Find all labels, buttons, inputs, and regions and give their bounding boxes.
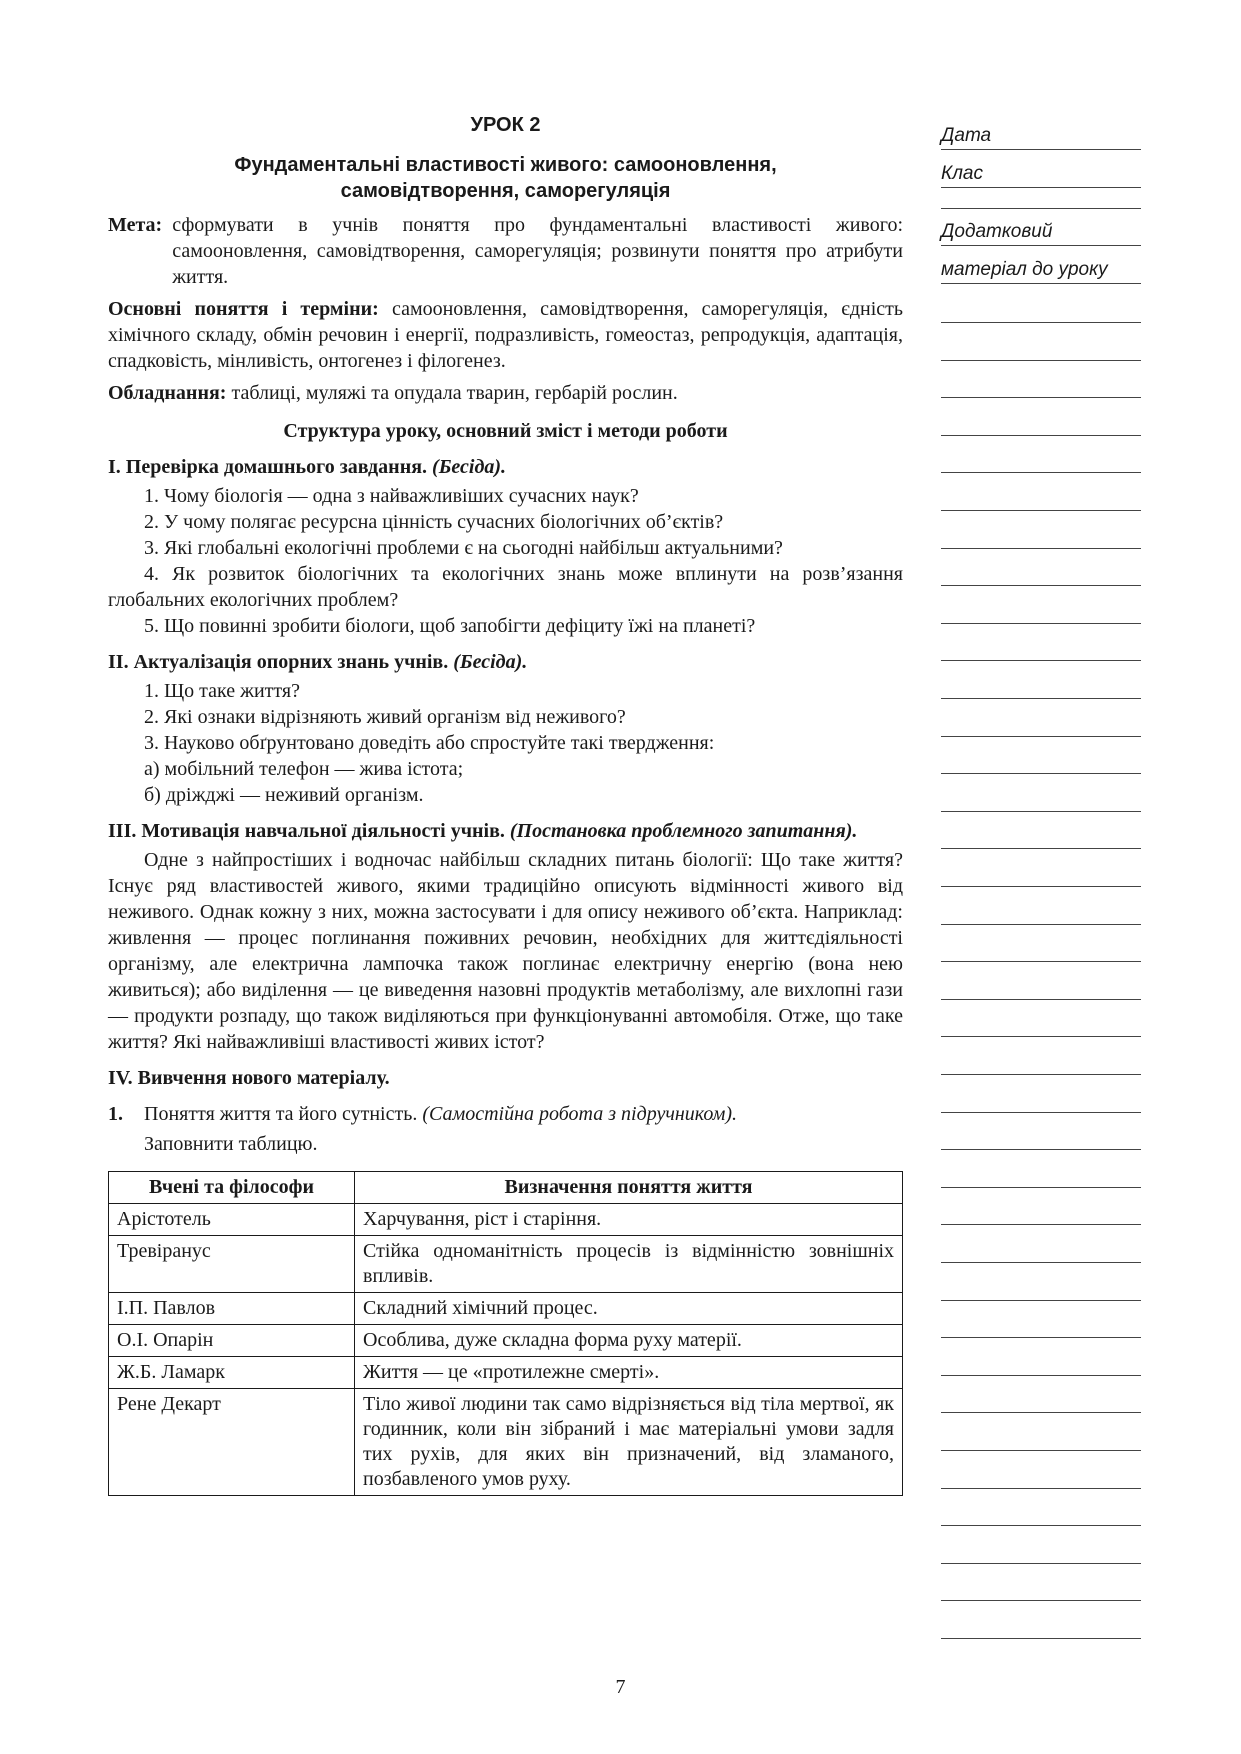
- goal-block: [108, 212, 903, 290]
- task-1-body: [144, 1101, 737, 1127]
- goal-text: сформувати в учнів поняття про фундаментальні властивості живого: самооновлення, самовідтворення, саморегуляція; розвинути поняття про атрибути життя.: [172, 214, 903, 288]
- section-2-item: 1. Що таке життя?: [144, 680, 300, 702]
- lesson-content: [108, 112, 903, 1496]
- note-line[interactable]: [941, 1488, 1141, 1489]
- table-cell-scientist: Ж.Б. Ламарк: [109, 1357, 355, 1389]
- table-row: [109, 1293, 903, 1325]
- section-2-title: ІІ. Актуалізація опорних знань учнів.: [108, 651, 449, 673]
- note-line[interactable]: [941, 548, 1141, 549]
- table-cell-definition: Життя — це «протилежне смерті».: [355, 1357, 903, 1389]
- note-line[interactable]: [941, 736, 1141, 737]
- lesson-subtitle: [108, 152, 903, 204]
- note-line[interactable]: [941, 999, 1141, 1000]
- table-cell-scientist: Арістотель: [109, 1204, 355, 1236]
- date-field[interactable]: [941, 112, 1141, 150]
- note-line[interactable]: [941, 1412, 1141, 1413]
- note-line[interactable]: [941, 1262, 1141, 1263]
- note-line[interactable]: [941, 924, 1141, 925]
- note-line[interactable]: [941, 322, 1141, 323]
- note-line[interactable]: [941, 1036, 1141, 1037]
- table-cell-definition: Особлива, дуже складна форма руху матерії.: [355, 1325, 903, 1357]
- concepts-text: самооновлення, самовідтворення, саморегуляція, єдність хімічного складу, обмін речовин і енергії, подразливість, гомеостаз, репродукція, адаптація, спадковість, мінливість, онтогенез і філогенез.: [108, 298, 903, 372]
- definitions-table-wrap: [108, 1171, 903, 1496]
- concepts-block: [108, 296, 903, 374]
- note-line[interactable]: [941, 1187, 1141, 1188]
- note-line[interactable]: [941, 1074, 1141, 1075]
- note-line[interactable]: [941, 585, 1141, 586]
- extra-material-field-2: [941, 246, 1141, 284]
- section-3-text: Одне з найпростіших і водночас найбільш складних питань біології: Що таке життя? Існує ряд властивостей живого, якими традиційно описують відмінності живого від неживого. Однак кожну з них, можна застосувати і для опису неживого об’єкта. Наприклад: живлення — процес поглинання поживних речовин, необхідних для життєдіяльності організму, але електрична лампочка також поглинає електричну енергію (вона нею живиться); або виділення — це виведення назовні продуктів метаболізму, але вихлопні гази — продукти розпаду, що також виділяються при функціонуванні автомобіля. Отже, що таке життя? Які найважливіші властивості живих істот?: [108, 849, 903, 1053]
- note-line[interactable]: [941, 1112, 1141, 1113]
- note-line[interactable]: [941, 472, 1141, 473]
- table-row: [109, 1236, 903, 1293]
- note-line[interactable]: [941, 397, 1141, 398]
- section-2-method: (Бесіда).: [453, 651, 528, 673]
- section-2-heading: [108, 649, 903, 675]
- lesson-subtitle-line-1: Фундаментальні властивості живого: самооновлення,: [234, 154, 777, 176]
- note-line[interactable]: [941, 1337, 1141, 1338]
- page-number: 7: [615, 1676, 626, 1698]
- equipment-label: Обладнання:: [108, 382, 227, 404]
- definitions-table: [108, 1171, 903, 1496]
- goal-label: Мета:: [108, 214, 163, 236]
- note-line[interactable]: [941, 811, 1141, 812]
- extra-material-label-2: матеріал до уроку: [941, 259, 1108, 280]
- note-line[interactable]: [941, 1149, 1141, 1150]
- table-row: [109, 1389, 903, 1496]
- task-1-method: (Самостійна робота з підручником).: [422, 1103, 738, 1125]
- note-line[interactable]: [941, 961, 1141, 962]
- section-2-item: а) мобільний телефон — жива істота;: [144, 758, 464, 780]
- section-2-item: б) дріжджі — неживий організм.: [144, 784, 424, 806]
- note-line[interactable]: [941, 886, 1141, 887]
- task-1-text: Поняття життя та його сутність.: [144, 1103, 418, 1125]
- table-row: [109, 1357, 903, 1389]
- structure-heading: Структура уроку, основний зміст і методи роботи: [283, 420, 728, 442]
- note-line[interactable]: [941, 1563, 1141, 1564]
- table-row: [109, 1325, 903, 1357]
- task-1: [108, 1101, 903, 1127]
- equipment-text: таблиці, муляжі та опудала тварин, гербарій рослин.: [231, 382, 678, 404]
- section-1-heading: [108, 454, 903, 480]
- note-line[interactable]: [941, 1638, 1141, 1639]
- table-row: [109, 1204, 903, 1236]
- note-line[interactable]: [941, 848, 1141, 849]
- table-cell-scientist: Тревіранус: [109, 1236, 355, 1293]
- date-label: Дата: [941, 125, 992, 146]
- task-1-instruction: Заповнити таблицю.: [144, 1133, 318, 1155]
- table-cell-scientist: О.І. Опарін: [109, 1325, 355, 1357]
- section-3-title: ІІІ. Мотивація навчальної діяльності учнів.: [108, 820, 505, 842]
- extra-material-label-1: Додатковий: [941, 221, 1053, 242]
- note-line[interactable]: [941, 1224, 1141, 1225]
- extra-material-field-1: [941, 208, 1141, 246]
- table-cell-scientist: Рене Декарт: [109, 1389, 355, 1496]
- table-header-row: [109, 1172, 903, 1204]
- section-4-title: IV. Вивчення нового матеріалу.: [108, 1067, 390, 1089]
- section-1-item: 5. Що повинні зробити біологи, щоб запобігти дефіциту їжі на планеті?: [144, 615, 756, 637]
- section-1-item: 2. У чому полягає ресурсна цінність сучасних біологічних об’єктів?: [144, 511, 724, 533]
- note-line[interactable]: [941, 660, 1141, 661]
- section-1-item: 1. Чому біологія — одна з найважливіших сучасних наук?: [144, 485, 639, 507]
- section-1-item: 4. Як розвиток біологічних та екологічних знань може вплинути на розв’язання глобальних екологічних проблем?: [108, 563, 903, 611]
- table-cell-scientist: І.П. Павлов: [109, 1293, 355, 1325]
- lesson-subtitle-line-2: самовідтворення, саморегуляція: [340, 180, 671, 202]
- class-label: Клас: [941, 163, 983, 184]
- table-cell-definition: Харчування, ріст і старіння.: [355, 1204, 903, 1236]
- section-1-method: (Бесіда).: [432, 456, 507, 478]
- concepts-label: Основні поняття і терміни:: [108, 298, 379, 320]
- note-line[interactable]: [941, 510, 1141, 511]
- note-line[interactable]: [941, 1375, 1141, 1376]
- table-cell-definition: Складний хімічний процес.: [355, 1293, 903, 1325]
- section-3-method: (Постановка проблемного запитання).: [509, 820, 858, 842]
- table-header-scientists: Вчені та філософи: [109, 1172, 355, 1204]
- note-line[interactable]: [941, 360, 1141, 361]
- section-1-item: 3. Які глобальні екологічні проблеми є на сьогодні найбільш актуальними?: [144, 537, 783, 559]
- note-line[interactable]: [941, 1600, 1141, 1601]
- section-1-title: І. Перевірка домашнього завдання.: [108, 456, 428, 478]
- lesson-title: УРОК 2: [470, 114, 541, 136]
- note-line[interactable]: [941, 1450, 1141, 1451]
- table-header-definition: Визначення поняття життя: [355, 1172, 903, 1204]
- note-line[interactable]: [941, 623, 1141, 624]
- section-3-heading: [108, 818, 903, 844]
- note-line[interactable]: [941, 773, 1141, 774]
- equipment-block: [108, 380, 903, 406]
- class-field[interactable]: [941, 150, 1141, 188]
- note-line[interactable]: [941, 1300, 1141, 1301]
- task-1-number: 1.: [108, 1103, 123, 1125]
- note-line[interactable]: [941, 435, 1141, 436]
- section-2-item: 3. Науково обґрунтовано доведіть або спростуйте такі твердження:: [144, 732, 715, 754]
- note-line[interactable]: [941, 1525, 1141, 1526]
- table-cell-definition: Стійка одноманітність процесів із відмінністю зовнішніх впливів.: [355, 1236, 903, 1293]
- note-line[interactable]: [941, 698, 1141, 699]
- section-2-item: 2. Які ознаки відрізняють живий організм від неживого?: [144, 706, 626, 728]
- table-cell-definition: Тіло живої людини так само відрізняється від тіла мертвої, як годинник, коли він зібраний і має матеріальні умови задля тих рухів, для яких він призначений, від зламаного, позбавленого умов руху.: [355, 1389, 903, 1496]
